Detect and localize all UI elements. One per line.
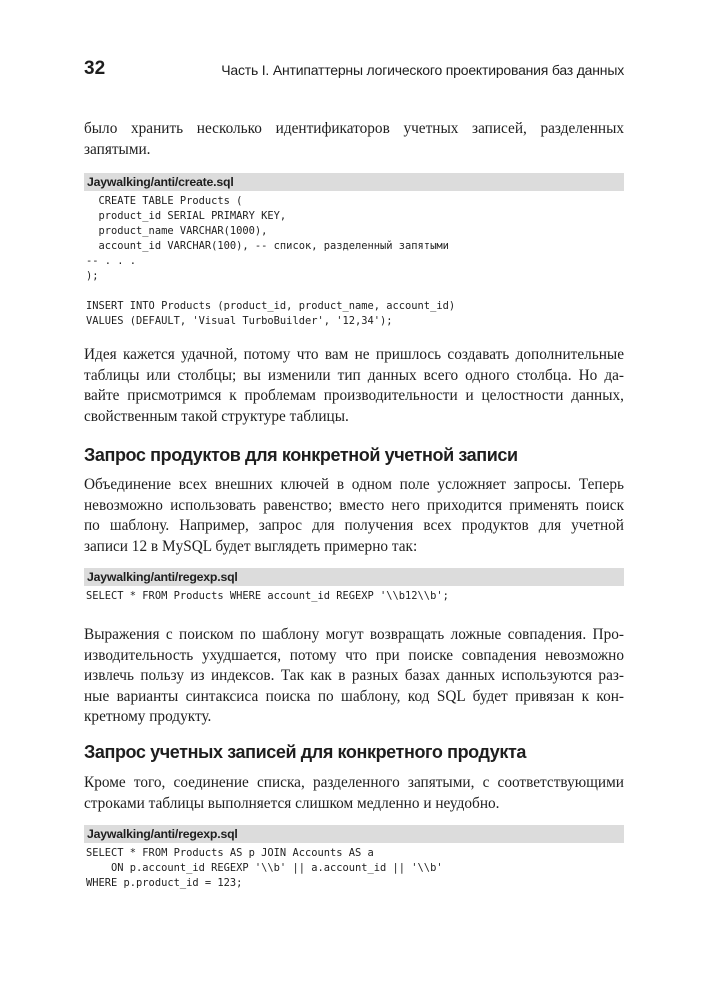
paragraph-line: запятыми. [84, 140, 151, 158]
paragraph-line: строками таблицы выполняется слишком медленно и неудобно. [84, 794, 500, 812]
paragraph-intro [84, 119, 624, 160]
page-header [84, 58, 624, 86]
code-line: CREATE TABLE Products ( [86, 195, 243, 207]
paragraph-join [84, 773, 624, 814]
paragraph-line: извлечь пользу из индексов. Так как в разных базах данных используются раз- [84, 667, 624, 684]
code-line: account_id VARCHAR(100), -- список, разделенный запятыми [86, 240, 449, 252]
code-line: VALUES (DEFAULT, 'Visual TurboBuilder', '12,34'); [86, 315, 393, 327]
code-caption: Jaywalking/anti/create.sql [84, 173, 624, 191]
code-line: INSERT INTO Products (product_id, product_name, account_id) [86, 300, 456, 312]
paragraph-idea [84, 345, 624, 427]
code-listing-join [84, 825, 624, 891]
paragraph-line: Кроме того, соединение списка, разделенного запятыми, с соответствующими [84, 774, 624, 791]
paragraph-line: по шаблону. Например, запрос для получения всех продуктов для учетной [84, 517, 624, 534]
code-blank-line [86, 284, 624, 299]
section-heading-accounts-query: Запрос учетных записей для конкретного продукта [84, 742, 527, 762]
paragraph-line: кретному продукту. [84, 708, 212, 725]
code-line: ); [86, 270, 99, 282]
page-number: 32 [84, 58, 106, 79]
paragraph-line: вайте присмотримся к проблемам производительности и целостности данных, [84, 387, 624, 404]
code-line: SELECT * FROM Products AS p JOIN Accounts AS a [86, 847, 374, 859]
paragraph-line: Идея кажется удачной, потому что вам не пришлось создавать дополнительные [84, 346, 624, 363]
paragraph-foreign-keys [84, 475, 624, 557]
running-head: Часть I. Антипаттерны логического проектирования баз данных [221, 62, 624, 78]
section-heading-products-query: Запрос продуктов для конкретной учетной записи [84, 445, 518, 465]
code-caption: Jaywalking/anti/regexp.sql [84, 568, 624, 586]
paragraph-line: таблицы или столбцы; вы изменили тип данных всего одного столбца. Но да- [84, 366, 624, 384]
code-line: SELECT * FROM Products WHERE account_id REGEXP '\\b12\\b'; [86, 590, 449, 602]
code-listing-create [84, 173, 624, 329]
paragraph-regex-issues [84, 625, 624, 728]
code-line: product_id SERIAL PRIMARY KEY, [86, 210, 287, 222]
code-line: -- . . . [86, 255, 137, 267]
code-listing-regexp [84, 568, 624, 604]
code-line: product_name VARCHAR(1000), [86, 225, 268, 237]
code-caption: Jaywalking/anti/regexp.sql [84, 825, 624, 843]
code-line: ON p.account_id REGEXP '\\b' || a.account_id || '\\b' [86, 862, 443, 874]
paragraph-line: было хранить несколько идентификаторов учетных записей, разделенных [84, 120, 624, 137]
paragraph-line: изводительность ухудшается, потому что при поиске совпадения невозможно [84, 646, 624, 664]
paragraph-line: записи 12 в MySQL будет выглядеть примерно так: [84, 537, 418, 555]
paragraph-line: Объединение всех внешних ключей в одном поле усложняет запросы. Теперь [84, 476, 624, 493]
paragraph-line: невозможно использовать равенство; вместо него приходится применять поиск [84, 496, 624, 514]
paragraph-line: Выражения с поиском по шаблону могут возвращать ложные совпадения. Про- [84, 626, 624, 643]
paragraph-line: свойственным такой структуре таблицы. [84, 407, 349, 425]
paragraph-line: ные варианты синтаксиса поиска по шаблону, код SQL будет привязан к кон- [84, 687, 624, 705]
code-line: WHERE p.product_id = 123; [86, 877, 243, 889]
